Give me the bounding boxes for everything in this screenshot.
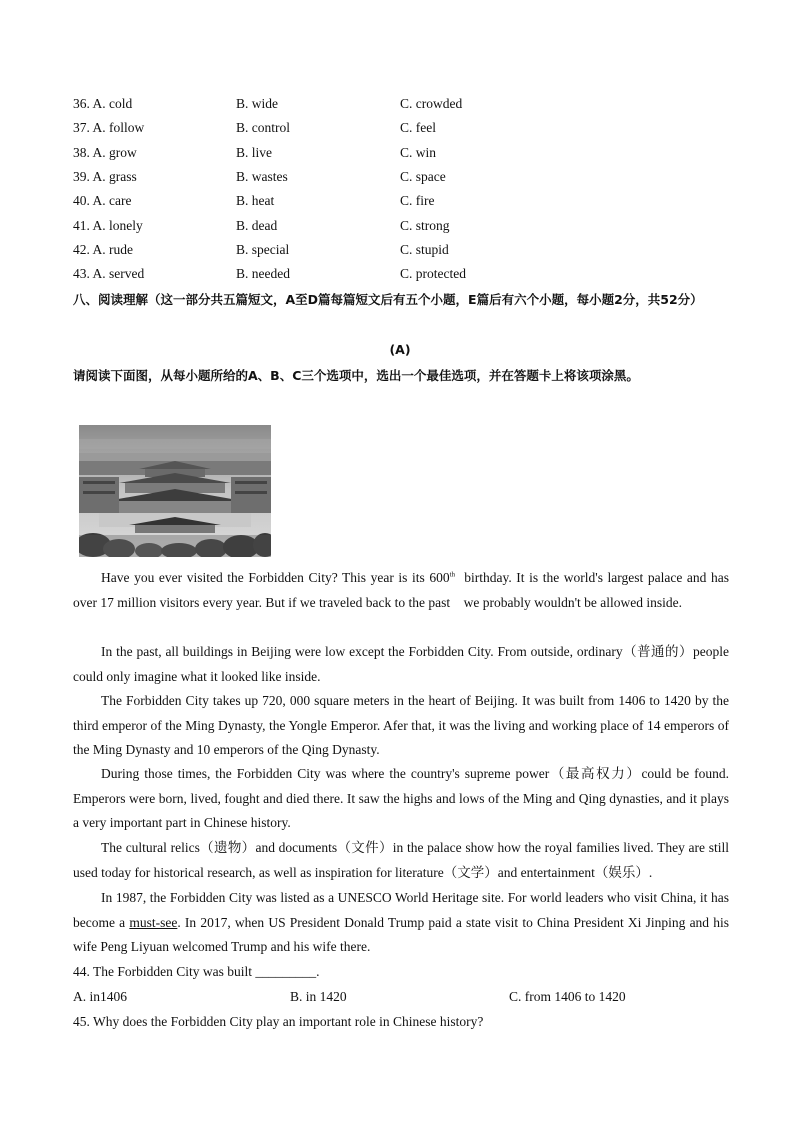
option-c: C. space — [400, 169, 446, 184]
underlined-term: must-see — [129, 914, 178, 930]
option-a: A. served — [92, 266, 145, 281]
option-c: C. win — [400, 145, 437, 160]
option-c: C. crowded — [400, 96, 463, 111]
option-c: C. protected — [400, 266, 466, 281]
question-number: 40. — [73, 193, 90, 208]
question-44-option-c: C. from 1406 to 1420 — [509, 989, 626, 1004]
section-instruction: 请阅读下面图，从每小题所给的A、B、C三个选项中，选出一个最佳选项，并在答题卡上将该项涂黑。 — [73, 368, 639, 383]
option-a: A. rude — [92, 242, 134, 257]
option-b: B. needed — [236, 266, 290, 281]
option-a: A. lonely — [92, 218, 143, 233]
passage-paragraph-6 — [73, 886, 729, 960]
option-b: B. wide — [236, 96, 278, 111]
question-44-option-b: B. in 1420 — [290, 989, 347, 1004]
question-44: 44. The Forbidden City was built _________. — [73, 964, 320, 979]
question-45: 45. Why does the Forbidden City play an important role in Chinese history? — [73, 1014, 484, 1029]
paragraph-text: Have you ever visited the Forbidden City? This year is its 600 — [101, 570, 450, 585]
question-number: 42. — [73, 242, 90, 257]
passage-paragraph-5: The cultural relics（遗物）and documents（文件）in the palace show how the royal families lived. They are still used today for historical research, as well as inspiration for literature（文学）and entertainment（娱乐）. — [73, 840, 729, 880]
passage-paragraph-3: The Forbidden City takes up 720, 000 square meters in the heart of Beijing. It was built from 1406 to 1420 by the third emperor of the Ming Dynasty, the Yongle Emperor. Afer that, it was the living and working place of 14 emperors of the Ming Dynasty and 10 emperors of the Qing Dynasty. — [73, 693, 729, 758]
forbidden-city-photo — [79, 425, 271, 557]
option-b: B. heat — [236, 193, 275, 208]
question-number: 36. — [73, 96, 90, 111]
option-b: B. live — [236, 145, 272, 160]
passage-paragraph-4: During those times, the Forbidden City was where the country's supreme power（最高权力）could be found. Emperors were born, lived, fought and died there. It saw the highs and lows of the Ming and Qing dynasties, and it plays a very important part in Chinese history. — [73, 766, 729, 831]
option-b: B. wastes — [236, 169, 288, 184]
option-a: A. follow — [92, 120, 145, 135]
paragraph-text: birthday. It is the world's largest palace and has over 17 million visitors every year. But if we traveled back to the past we probably wouldn't be allowed inside. — [73, 570, 733, 610]
option-c: C. stupid — [400, 242, 449, 257]
section-title: 八、阅读理解（这一部分共五篇短文，A至D篇每篇短文后有五个小题，E篇后有六个小题，每小题2分，共52分） — [73, 292, 703, 307]
question-number: 43. — [73, 266, 90, 281]
question-number: 41. — [73, 218, 90, 233]
option-a: A. cold — [92, 96, 133, 111]
option-a: A. care — [92, 193, 132, 208]
passage-paragraph-1 — [73, 566, 733, 615]
passage-paragraph-2: In the past, all buildings in Beijing were low except the Forbidden City. From outside, ordinary（普通的）people could only imagine what it looked like inside. — [73, 644, 729, 684]
superscript: th — [449, 570, 456, 579]
option-c: C. strong — [400, 218, 450, 233]
option-a: A. grow — [92, 145, 137, 160]
part-label: (A) — [389, 342, 411, 357]
question-44-option-a: A. in1406 — [73, 989, 127, 1004]
option-b: B. special — [236, 242, 290, 257]
option-b: B. dead — [236, 218, 278, 233]
option-a: A. grass — [92, 169, 137, 184]
question-number: 39. — [73, 169, 90, 184]
question-number: 37. — [73, 120, 90, 135]
paragraph-text: In 1987, the Forbidden City was listed as a UNESCO World Heritage site. For world leaders who visit China, it has become a — [73, 890, 729, 930]
question-number: 38. — [73, 145, 90, 160]
option-c: C. feel — [400, 120, 436, 135]
option-c: C. fire — [400, 193, 435, 208]
paragraph-text: . In 2017, when US President Donald Trump paid a state visit to China President Xi Jinping and his wife Peng Liyuan welcomed Trump and his wife there. — [73, 914, 730, 955]
option-b: B. control — [236, 120, 290, 135]
